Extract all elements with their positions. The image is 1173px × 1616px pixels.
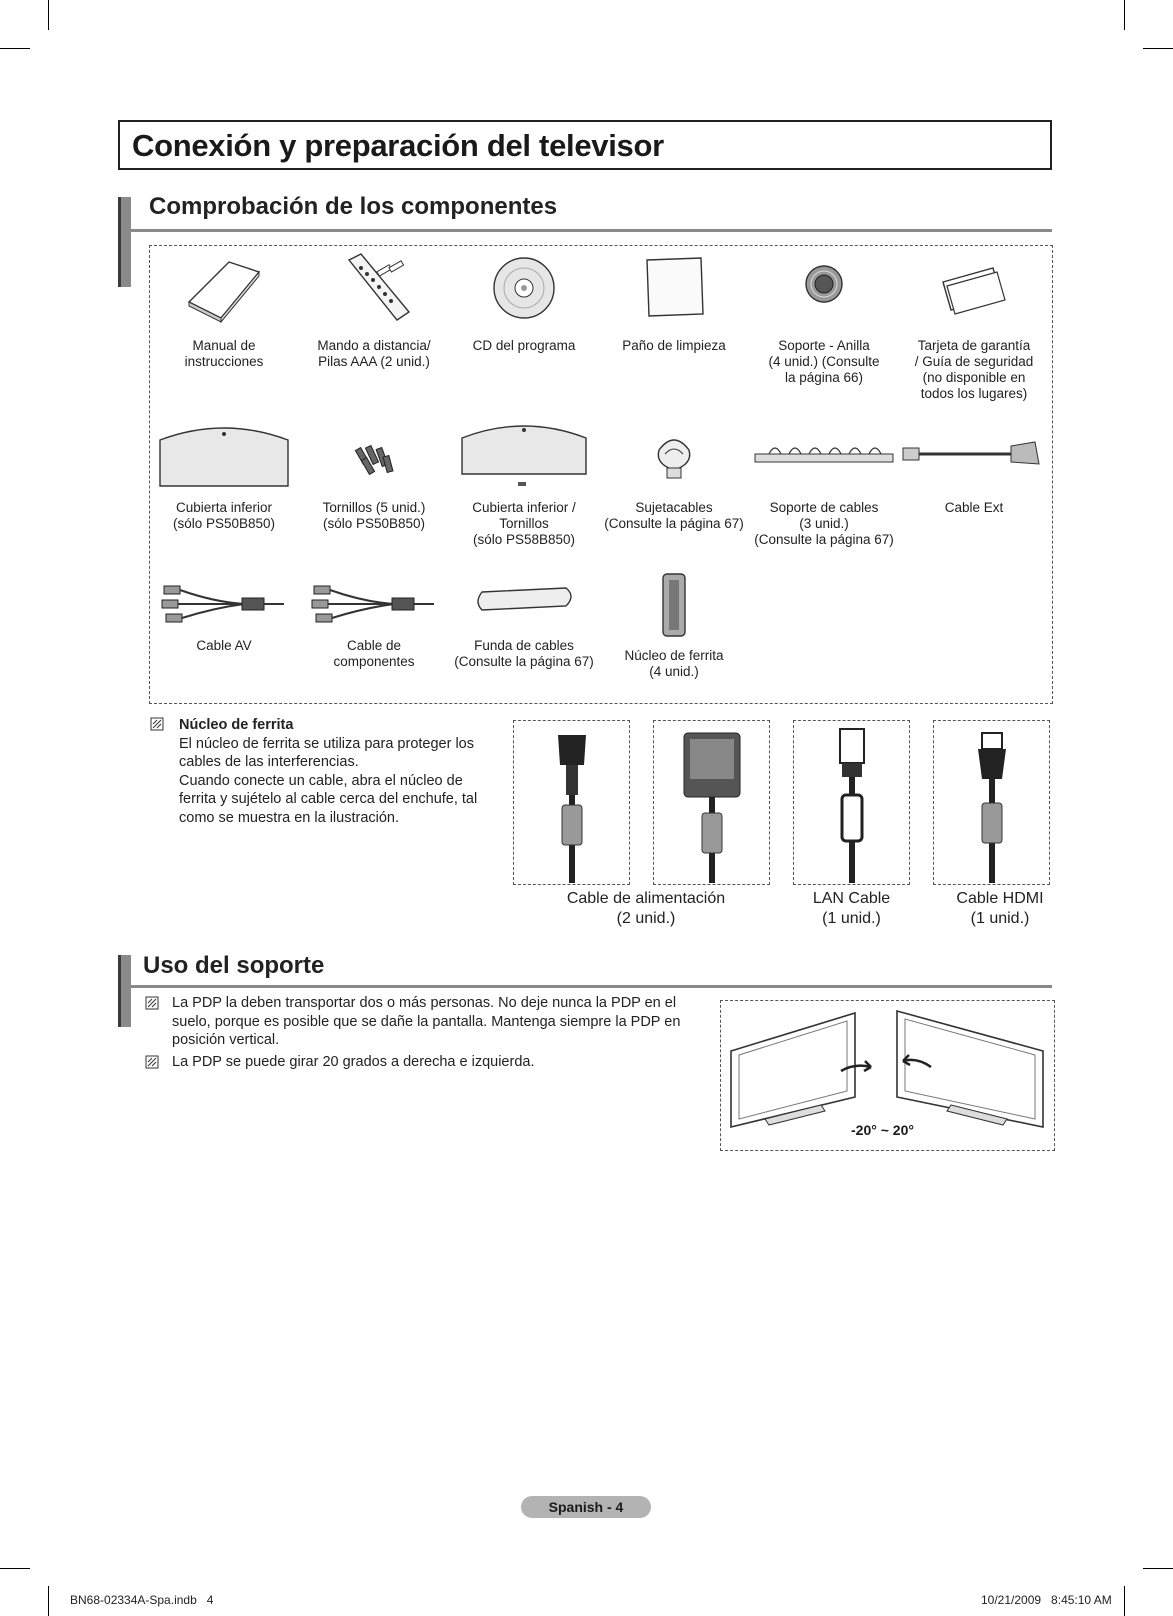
crop-mark — [1124, 1586, 1125, 1616]
crop-mark — [0, 48, 30, 49]
rotation-box — [720, 1000, 1055, 1151]
ferrite-note: Núcleo de ferrita El núcleo de ferrita se utiliza para proteger los cables de las interferencias. Cuando conecte un cable, abra el núcleo de ferrita y sujételo al cable cerca del enchufe, tal como se muestra en la ilustración. — [179, 716, 499, 827]
ring-icon — [779, 252, 869, 332]
component-item: Cubierta inferior (sólo PS50B850) — [149, 420, 299, 532]
slug-left: BN68-02334A-Spa.indb 4 — [70, 1593, 214, 1607]
component-item: Funda de cables (Consulte la página 67) — [449, 572, 599, 670]
cable-tie-icon — [629, 420, 719, 494]
cable-holder-icon — [749, 420, 899, 494]
cover-icon — [154, 420, 294, 494]
power-plug-box — [513, 720, 630, 885]
remote-icon — [329, 252, 419, 332]
page-title-box — [118, 120, 1052, 170]
component-item: Mando a distancia/ Pilas AAA (2 unid.) — [299, 252, 449, 370]
crop-mark — [0, 1568, 30, 1569]
crop-mark — [1143, 48, 1173, 49]
page-number: Spanish - 4 — [521, 1496, 651, 1518]
component-item: Soporte de cables (3 unid.) (Consulte la página 67) — [749, 420, 899, 548]
hdmi-plug-box — [933, 720, 1050, 885]
cable-sleeve-icon — [454, 572, 594, 632]
section-bar — [118, 197, 131, 287]
card-icon — [929, 252, 1019, 332]
component-item: Manual de instrucciones — [149, 252, 299, 370]
component-item: Cable Ext — [899, 420, 1049, 516]
component-item: Cubierta inferior / Tornillos (sólo PS58B850) — [449, 420, 599, 548]
power-plug-icon — [514, 721, 631, 883]
component-item: Tarjeta de garantía / Guía de seguridad (no disponible en todos los lugares) — [899, 252, 1049, 402]
section-title-components: Comprobación de los componentes — [149, 193, 558, 220]
scart-cable-icon — [899, 420, 1049, 494]
component-item: Núcleo de ferrita (4 unid.) — [599, 572, 749, 680]
component-item: Soporte - Anilla (4 unid.) (Consulte la página 66) — [749, 252, 899, 386]
av-cable-icon — [154, 572, 294, 632]
section-rule — [131, 985, 1052, 988]
component-cable-icon — [304, 572, 444, 632]
section-title-stand: Uso del soporte — [143, 952, 325, 979]
crop-mark — [1124, 0, 1125, 30]
crop-mark — [48, 0, 49, 30]
cover-screws-icon — [454, 420, 594, 494]
note-icon — [150, 717, 164, 731]
component-item: Cable de componentes — [299, 572, 449, 670]
power-adapter-box — [653, 720, 770, 885]
component-item: Tornillos (5 unid.) (sólo PS50B850) — [299, 420, 449, 532]
section-bar — [118, 955, 131, 1027]
rotation-label: -20° ~ 20° — [851, 1122, 914, 1138]
hdmi-plug-icon — [934, 721, 1051, 883]
screws-icon — [329, 420, 419, 494]
ferrite-core-icon — [629, 572, 719, 642]
stand-note: La PDP se puede girar 20 grados a derecha e izquierda. — [172, 1054, 535, 1070]
component-item: Paño de limpieza — [599, 252, 749, 354]
crop-mark — [1143, 1568, 1173, 1569]
cable-caption: Cable de alimentación (2 unid.) — [566, 890, 726, 927]
stand-note: La PDP la deben transportar dos o más personas. No deje nunca la PDP en el suelo, porque es posible que se dañe la pantalla. Mantenga siempre la PDP en posición vertical. — [172, 995, 681, 1048]
lan-plug-box — [793, 720, 910, 885]
cable-caption: Cable HDMI (1 unid.) — [956, 890, 1044, 927]
section-rule — [131, 229, 1052, 232]
component-item: CD del programa — [449, 252, 599, 354]
cloth-icon — [629, 252, 719, 332]
ferrite-note-title: Núcleo de ferrita — [179, 717, 294, 733]
note-icon — [145, 996, 159, 1010]
manual-icon — [179, 252, 269, 332]
slug-right: 10/21/2009 8:45:10 AM — [981, 1593, 1112, 1607]
note-icon — [145, 1055, 159, 1069]
crop-mark — [48, 1586, 49, 1616]
component-item: Cable AV — [149, 572, 299, 654]
power-adapter-icon — [654, 721, 771, 883]
cd-icon — [479, 252, 569, 332]
component-item: Sujetacables (Consulte la página 67) — [599, 420, 749, 532]
cable-caption: LAN Cable (1 unid.) — [812, 890, 891, 927]
lan-plug-icon — [794, 721, 911, 883]
page-title: Conexión y preparación del televisor — [132, 128, 664, 163]
